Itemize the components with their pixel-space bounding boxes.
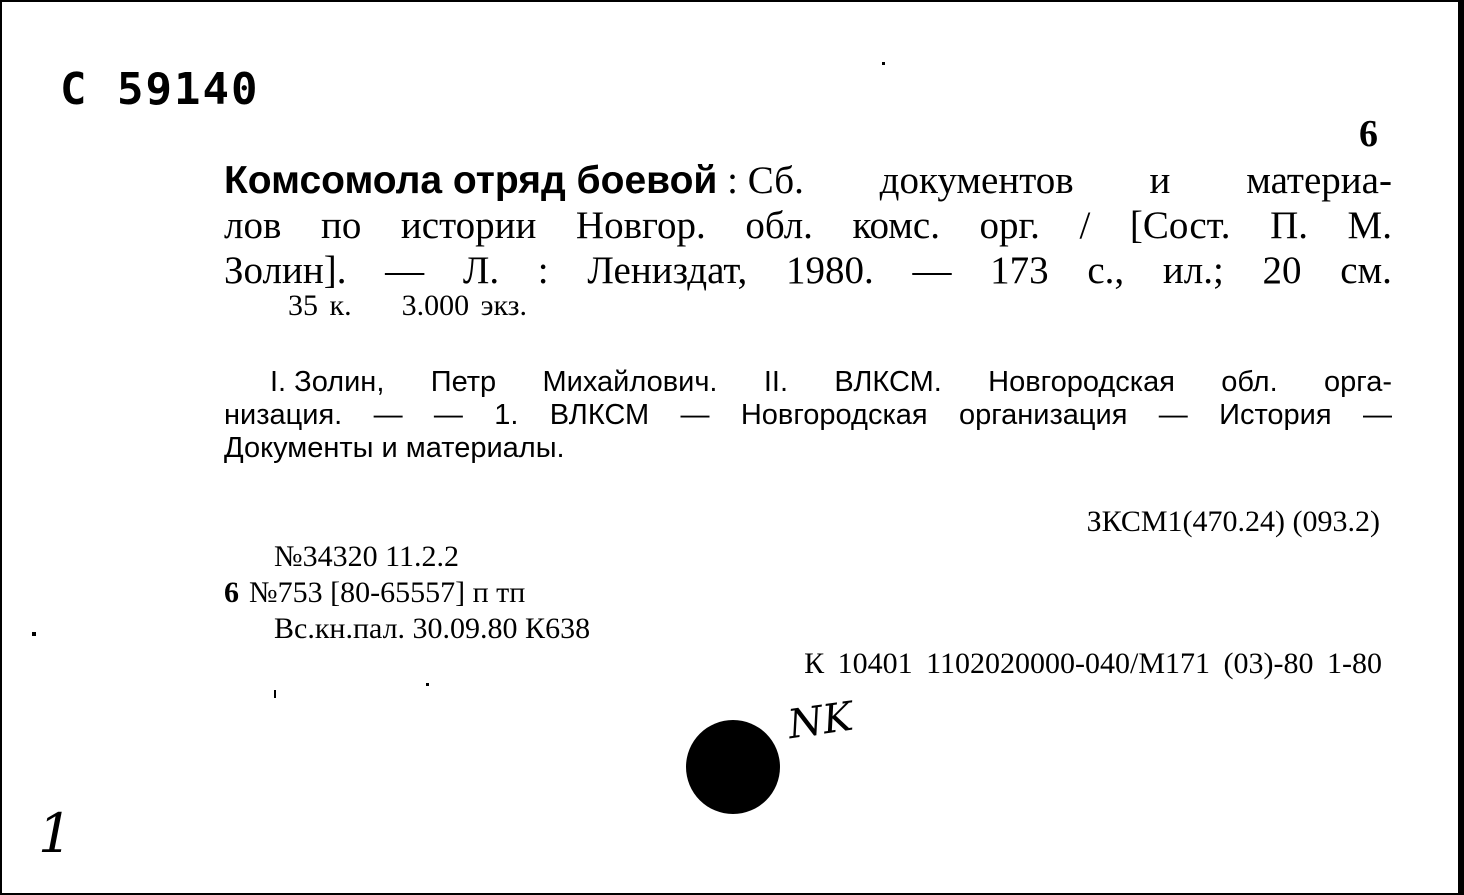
entry-word: Лениздат, [587,249,748,292]
entry-word: — [385,249,425,292]
entry-word: по [320,204,362,247]
book-title: Комсомола отряд боевой [224,159,718,202]
accession-line: №34320 11.2.2 [274,540,460,573]
entry-word: 1980. [785,249,874,292]
accession-bold-number: 6 [224,576,239,609]
price-line [288,289,527,323]
entry-word: 20 [1262,249,1302,292]
main-entry-line [224,158,1392,203]
tracing-word: Петр [430,366,497,398]
tracing-word: История [1219,399,1332,431]
tracing-word: Новгородская [740,399,928,431]
entry-word: истории [400,204,537,247]
accession-line [224,576,525,610]
card-number: 6 [1359,113,1378,155]
ink-speck [274,690,276,698]
accession-text: №753 [80-65557] п тп [249,576,526,609]
entry-word: комс. [852,204,940,247]
entry-word: 173 [990,249,1049,292]
tracing-word: — [680,399,710,431]
entry-word: с., [1087,249,1125,292]
entry-word: : [537,249,549,292]
tracing-word: Михайлович. [542,366,718,398]
entry-word: — [912,249,952,292]
tracing-line [224,399,1392,432]
punch-hole [686,720,780,814]
entry-word: обл. [745,204,813,247]
entry-word: ил.; [1162,249,1224,292]
tracing-line [224,366,1392,399]
subtitle-part: материа- [1246,159,1392,202]
tracing-word: — [373,399,403,431]
entry-word: / [1079,204,1091,247]
tracing-word: — [1362,399,1392,431]
accession-line: Вс.кн.пал. 30.09.80 К638 [274,612,591,645]
tracing-word: I. Золин, [270,366,385,398]
handwritten-mark: NK [785,693,856,749]
tracing-word: Новгородская [988,366,1175,398]
price: 35 к. [288,289,352,322]
entry-word: лов [224,204,282,247]
main-entry-line [224,248,1392,293]
tracing-word: ВЛКСМ. [834,366,942,398]
accession-line: К 10401 1102020000-040/М171 (03)-80 1-80 [804,647,1382,680]
entry-word: П. [1270,204,1308,247]
entry-word: см. [1340,249,1392,292]
call-number: С 59140 [60,64,260,115]
tracing-word: — [433,399,463,431]
tracing-word: Документы и материалы. [224,432,565,464]
entry-word: Золин]. [224,249,347,292]
main-entry-line [224,203,1392,248]
entry-word: М. [1347,204,1392,247]
tracing-word: орга- [1324,366,1392,398]
tracing-word: 1. [494,399,519,431]
entry-word: Л. [462,249,500,292]
tracings [224,366,1392,465]
ink-speck [32,632,36,636]
ink-speck [426,683,429,686]
tracing-word: низация. [224,399,343,431]
ink-speck [882,62,885,65]
subtitle-part: и [1149,159,1171,202]
tracing-word: — [1158,399,1188,431]
main-entry [224,158,1392,293]
tracing-word: организация [958,399,1128,431]
subtitle-part: : Сб. [717,159,804,202]
main-entry-line-1-head [224,158,804,203]
entry-word: Новгор. [575,204,706,247]
entry-word: [Сост. [1129,204,1231,247]
subtitle-part: документов [879,159,1074,202]
tracing-word: обл. [1221,366,1278,398]
tracing-word: II. [763,366,789,398]
classification-index: ЗКСМ1(470.24) (093.2) [1086,505,1380,538]
tracing-word: ВЛКСМ [549,399,650,431]
print-run: 3.000 экз. [401,289,527,322]
entry-word: орг. [979,204,1040,247]
tracing-line [224,432,1392,465]
handwritten-digit: 1 [38,802,73,865]
